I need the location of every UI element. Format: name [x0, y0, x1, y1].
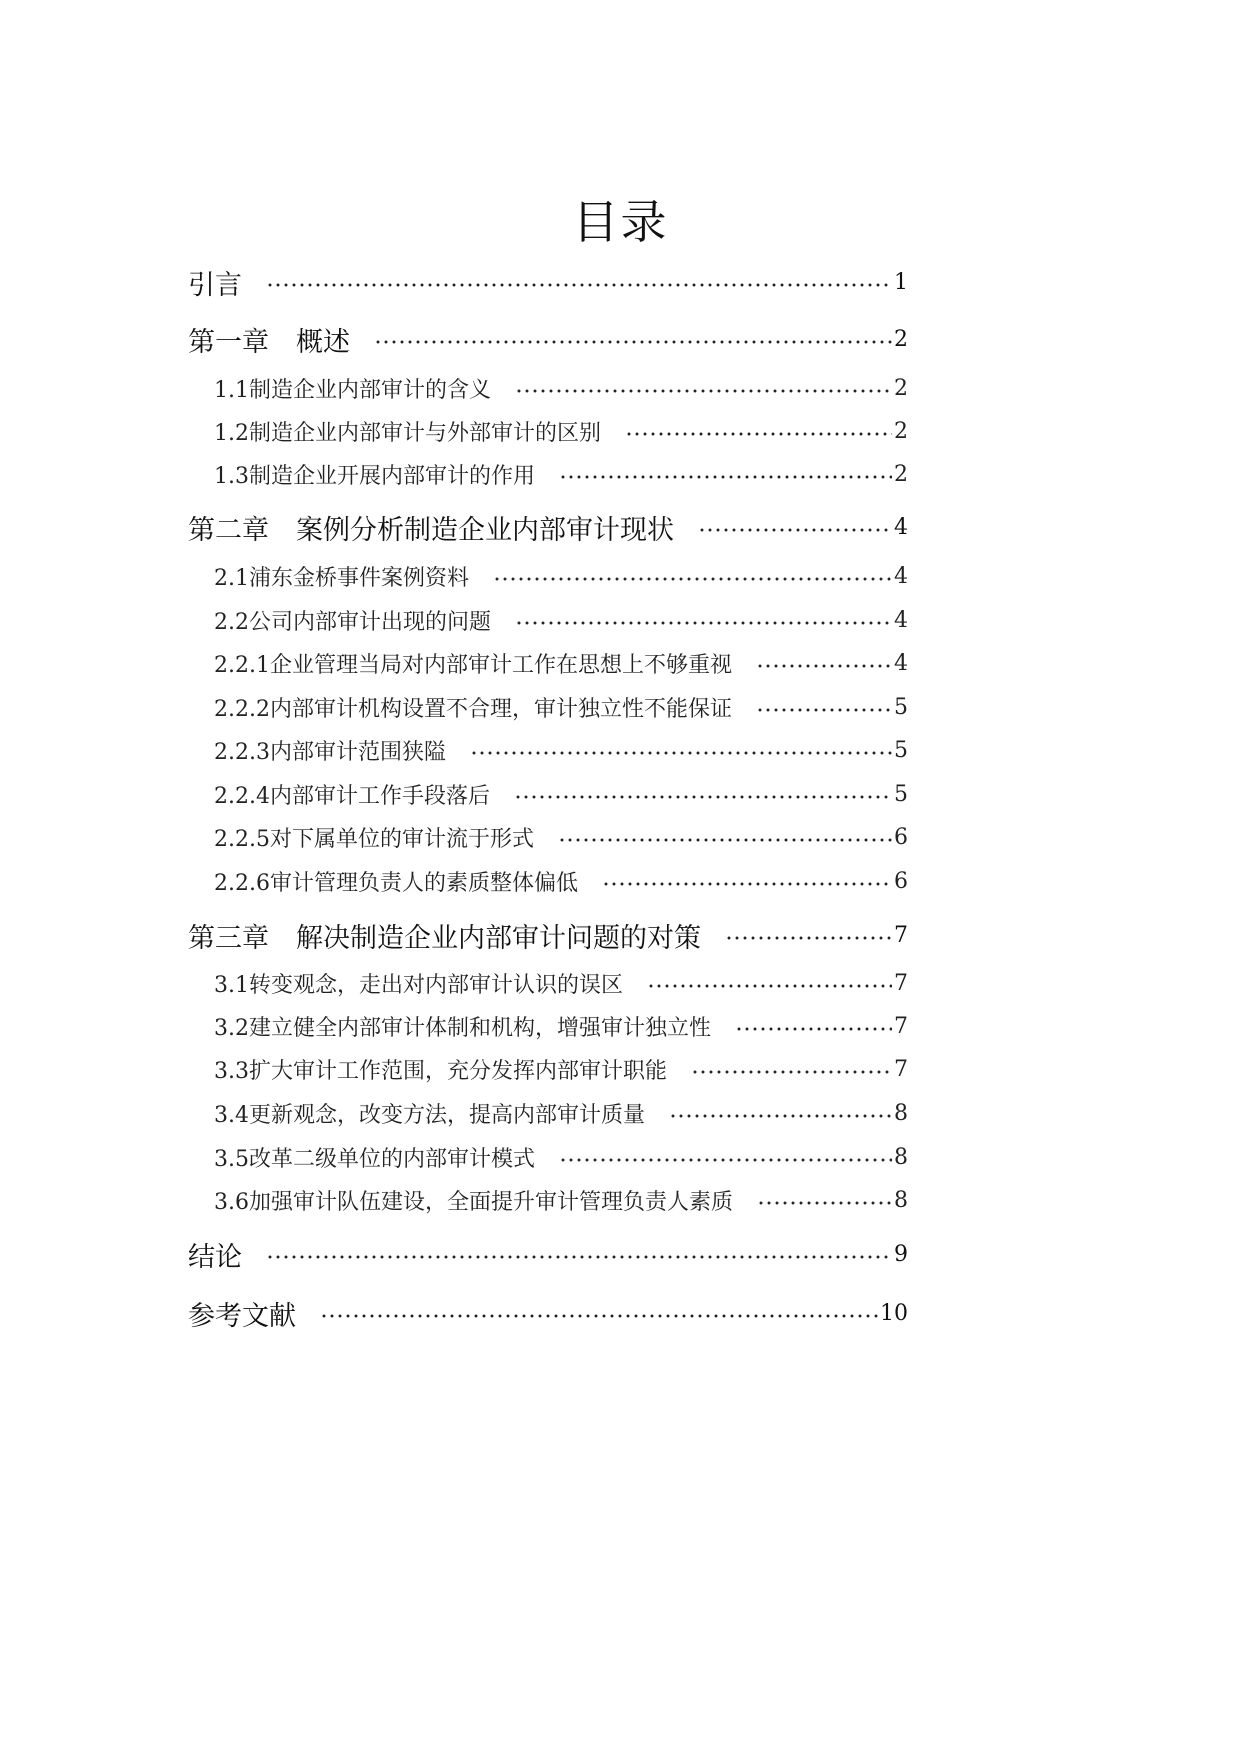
toc-entry-title: 1.1制造企业内部审计的含义: [214, 377, 491, 403]
dot-leader: [647, 984, 892, 988]
toc-entry[interactable]: [188, 646, 908, 680]
toc-entry[interactable]: [188, 864, 908, 898]
dot-leader: [757, 1201, 892, 1205]
toc-entry-page-number: 8: [894, 1144, 908, 1170]
toc-entry[interactable]: [188, 1096, 908, 1130]
toc-entry-page-number: 7: [894, 1056, 908, 1082]
toc-entry-page-number: 10: [880, 1300, 908, 1326]
toc-entry-page-number: 8: [894, 1187, 908, 1213]
dot-leader: [725, 936, 892, 940]
dot-leader: [735, 1027, 892, 1031]
dot-leader: [514, 795, 892, 799]
toc-entry[interactable]: [188, 966, 908, 1000]
dot-leader: [493, 577, 892, 581]
toc-entry-page-number: 6: [894, 868, 908, 894]
toc-entry-page-number: 4: [894, 607, 908, 633]
toc-entry-title: 2.2.2内部审计机构设置不合理，审计独立性不能保证: [214, 696, 732, 722]
toc-entry-title: 2.1浦东金桥事件案例资料: [214, 565, 469, 591]
toc-entry[interactable]: [188, 603, 908, 637]
toc-entry[interactable]: [188, 262, 908, 302]
toc-entry-title: 引言: [188, 269, 242, 301]
toc-entry-title: 2.2.4内部审计工作手段落后: [214, 783, 490, 809]
toc-entry[interactable]: [188, 414, 908, 448]
dot-leader: [374, 340, 892, 344]
toc-entry-page-number: 4: [894, 563, 908, 589]
toc-entry-title: 2.2.3内部审计范围狭隘: [214, 739, 446, 765]
dot-leader: [515, 621, 892, 625]
toc-entry-title: 2.2.6审计管理负责人的素质整体偏低: [214, 870, 578, 896]
dot-leader: [691, 1070, 892, 1074]
dot-leader: [559, 475, 892, 479]
dot-leader: [756, 708, 892, 712]
toc-entry[interactable]: [188, 457, 908, 491]
toc-entry-title: 1.3制造企业开展内部审计的作用: [214, 463, 535, 489]
toc-entry[interactable]: [188, 820, 908, 854]
toc-entry-page-number: 6: [894, 824, 908, 850]
toc-entry[interactable]: [188, 733, 908, 767]
toc-entry-page-number: 5: [894, 694, 908, 720]
toc-entry[interactable]: [188, 1183, 908, 1217]
toc-entry-page-number: 7: [894, 922, 908, 948]
dot-leader: [558, 838, 892, 842]
dot-leader: [470, 751, 892, 755]
toc-entry[interactable]: [188, 915, 908, 955]
toc-entry[interactable]: [188, 507, 908, 547]
toc-entry[interactable]: [188, 777, 908, 811]
toc-entry[interactable]: [188, 1052, 908, 1086]
toc-entry-title: 第二章 案例分析制造企业内部审计现状: [188, 514, 674, 546]
toc-entry-page-number: 2: [894, 418, 908, 444]
toc-entry-page-number: 8: [894, 1100, 908, 1126]
toc-entry-page-number: 2: [894, 461, 908, 487]
toc-entry-title: 3.2建立健全内部审计体制和机构，增强审计独立性: [214, 1015, 711, 1041]
toc-entry-title: 3.4更新观念，改变方法，提高内部审计质量: [214, 1102, 645, 1128]
toc-entry-title: 1.2制造企业内部审计与外部审计的区别: [214, 420, 601, 446]
dot-leader: [559, 1158, 892, 1162]
toc-entry-page-number: 5: [894, 781, 908, 807]
toc-entry-title: 2.2公司内部审计出现的问题: [214, 609, 491, 635]
toc-entry-title: 结论: [188, 1241, 242, 1273]
toc-entry[interactable]: [188, 690, 908, 724]
dot-leader: [602, 882, 892, 886]
toc-entry-page-number: 2: [894, 375, 908, 401]
toc-entry[interactable]: [188, 1234, 908, 1274]
toc-entry-page-number: 1: [894, 269, 908, 295]
toc-entry[interactable]: [188, 1009, 908, 1043]
toc-entry[interactable]: [188, 1293, 908, 1333]
toc-entry-page-number: 2: [894, 326, 908, 352]
toc-entry-title: 3.5改革二级单位的内部审计模式: [214, 1146, 535, 1172]
dot-leader: [266, 283, 892, 287]
toc-entry-page-number: 7: [894, 970, 908, 996]
toc-entry-title: 3.6加强审计队伍建设，全面提升审计管理负责人素质: [214, 1189, 733, 1215]
dot-leader: [515, 389, 892, 393]
toc-entry-title: 2.2.1企业管理当局对内部审计工作在思想上不够重视: [214, 652, 732, 678]
toc-entry-page-number: 9: [894, 1241, 908, 1267]
toc-entry[interactable]: [188, 371, 908, 405]
page-title: 目录: [572, 195, 669, 249]
toc-entry-title: 参考文献: [188, 1300, 296, 1332]
dot-leader: [320, 1314, 878, 1318]
dot-leader: [756, 664, 892, 668]
toc-entry-title: 3.1转变观念，走出对内部审计认识的误区: [214, 972, 623, 998]
toc-entry-page-number: 4: [894, 650, 908, 676]
toc-entry-page-number: 5: [894, 737, 908, 763]
dot-leader: [698, 528, 892, 532]
toc-entry-page-number: 7: [894, 1013, 908, 1039]
dot-leader: [669, 1114, 892, 1118]
toc-entry[interactable]: [188, 559, 908, 593]
toc-entry-title: 第三章 解决制造企业内部审计问题的对策: [188, 922, 701, 954]
toc-entry-page-number: 4: [894, 514, 908, 540]
toc-entry-title: 第一章 概述: [188, 326, 350, 358]
toc-entry[interactable]: [188, 1140, 908, 1174]
toc-entry-title: 3.3扩大审计工作范围，充分发挥内部审计职能: [214, 1058, 667, 1084]
toc-entry-title: 2.2.5对下属单位的审计流于形式: [214, 826, 534, 852]
toc-entry[interactable]: [188, 319, 908, 359]
dot-leader: [625, 432, 892, 436]
dot-leader: [266, 1255, 892, 1259]
